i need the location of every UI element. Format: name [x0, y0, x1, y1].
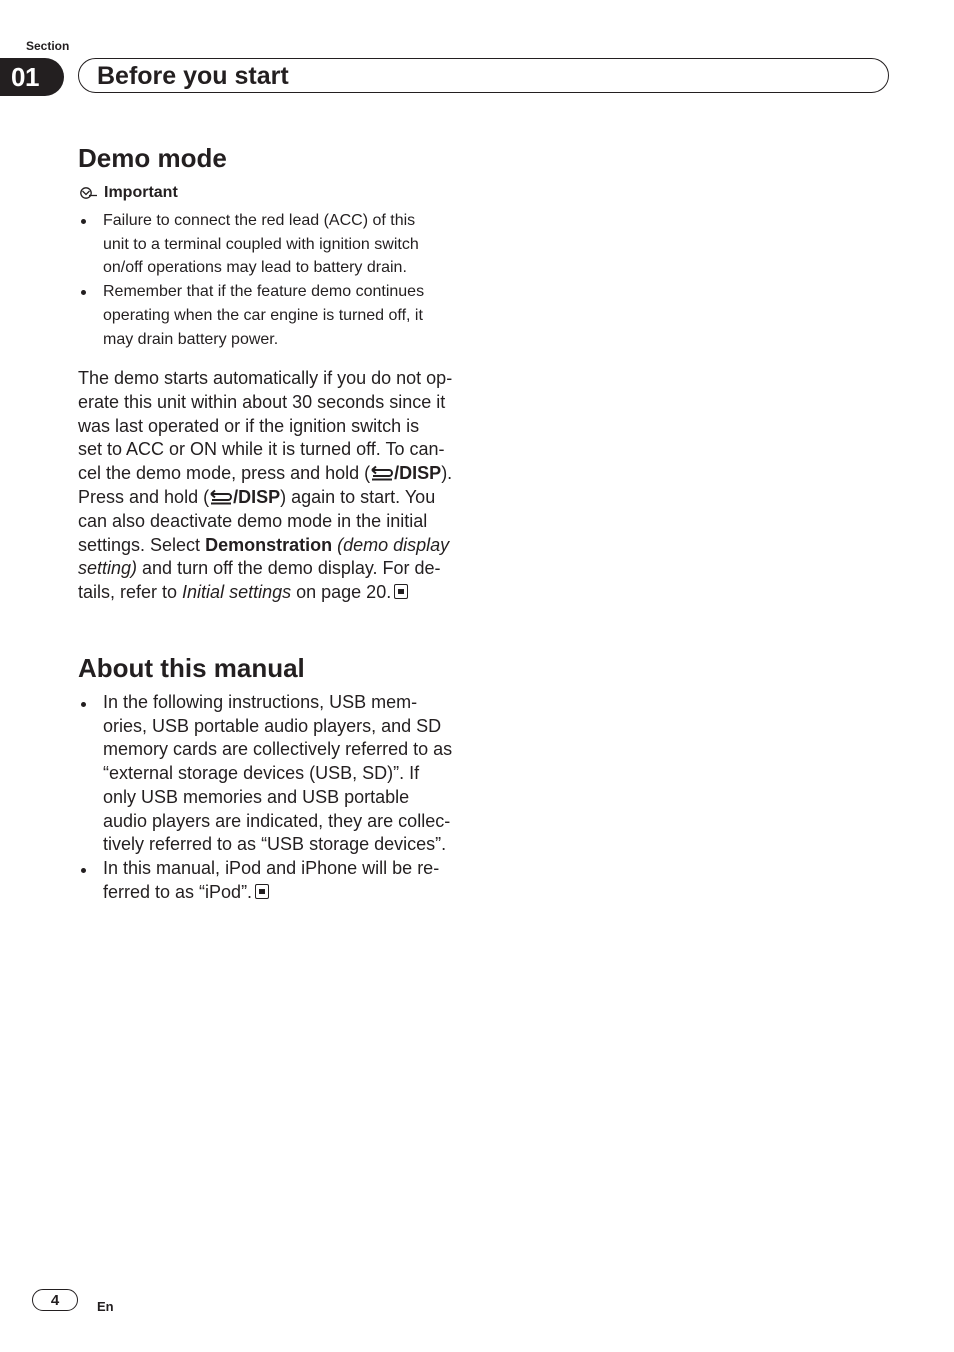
important-list [78, 209, 468, 351]
about-manual-heading: About this manual [78, 653, 305, 683]
disp-button-label: /DISP [233, 486, 281, 507]
section-title: Before you start [97, 62, 289, 90]
end-of-section-icon [255, 884, 269, 899]
list-item: Failure to connect the red lead (ACC) of this unit to a terminal coupled with ignition switch on/off operations may lead to battery drain. [78, 209, 468, 280]
disp-button-label: /DISP [394, 463, 442, 484]
back-arrow-icon [209, 489, 233, 505]
list-item: Remember that if the feature demo continues operating when the car engine is turned off, it may drain battery power. [78, 280, 468, 351]
end-of-section-icon [394, 584, 408, 599]
important-icon [78, 186, 98, 200]
demo-mode-paragraph: The demo starts automatically if you do not op- erate this unit within about 30 seconds since it was last operated or if the ignition switch is set to ACC or ON while it is turned off. To can- cel the demo mode, press and hold ( /DISP). Press and hold ( /DISP) again to start. You can also deactivate demo mode in the initial settings. Select Demonstration (demo display setting) and turn off the demo display. For de- tails, refer to Initial settings on page 20. [78, 368, 453, 603]
section-label: Section [26, 39, 70, 53]
language-code: En [97, 1299, 114, 1314]
important-note [78, 184, 178, 202]
initial-settings-reference: Initial settings [182, 582, 292, 603]
about-manual-list [78, 691, 470, 904]
list-item: In the following instructions, USB mem- ories, USB portable audio players, and SD memory cards are collectively referred to as “external storage devices (USB, SD)”. If only USB memories and USB portable audio players are indicated, they are collec- tively referred to as “USB storage devices”. [78, 691, 470, 857]
section-number: 01 [0, 58, 64, 96]
page-number: 4 [32, 1289, 78, 1311]
demo-mode-heading: Demo mode [78, 143, 227, 173]
demonstration-setting: Demonstration [205, 534, 333, 555]
back-arrow-icon [370, 465, 394, 481]
important-label: Important [104, 184, 178, 201]
list-item: In this manual, iPod and iPhone will be re- ferred to as “iPod”. [78, 857, 470, 904]
